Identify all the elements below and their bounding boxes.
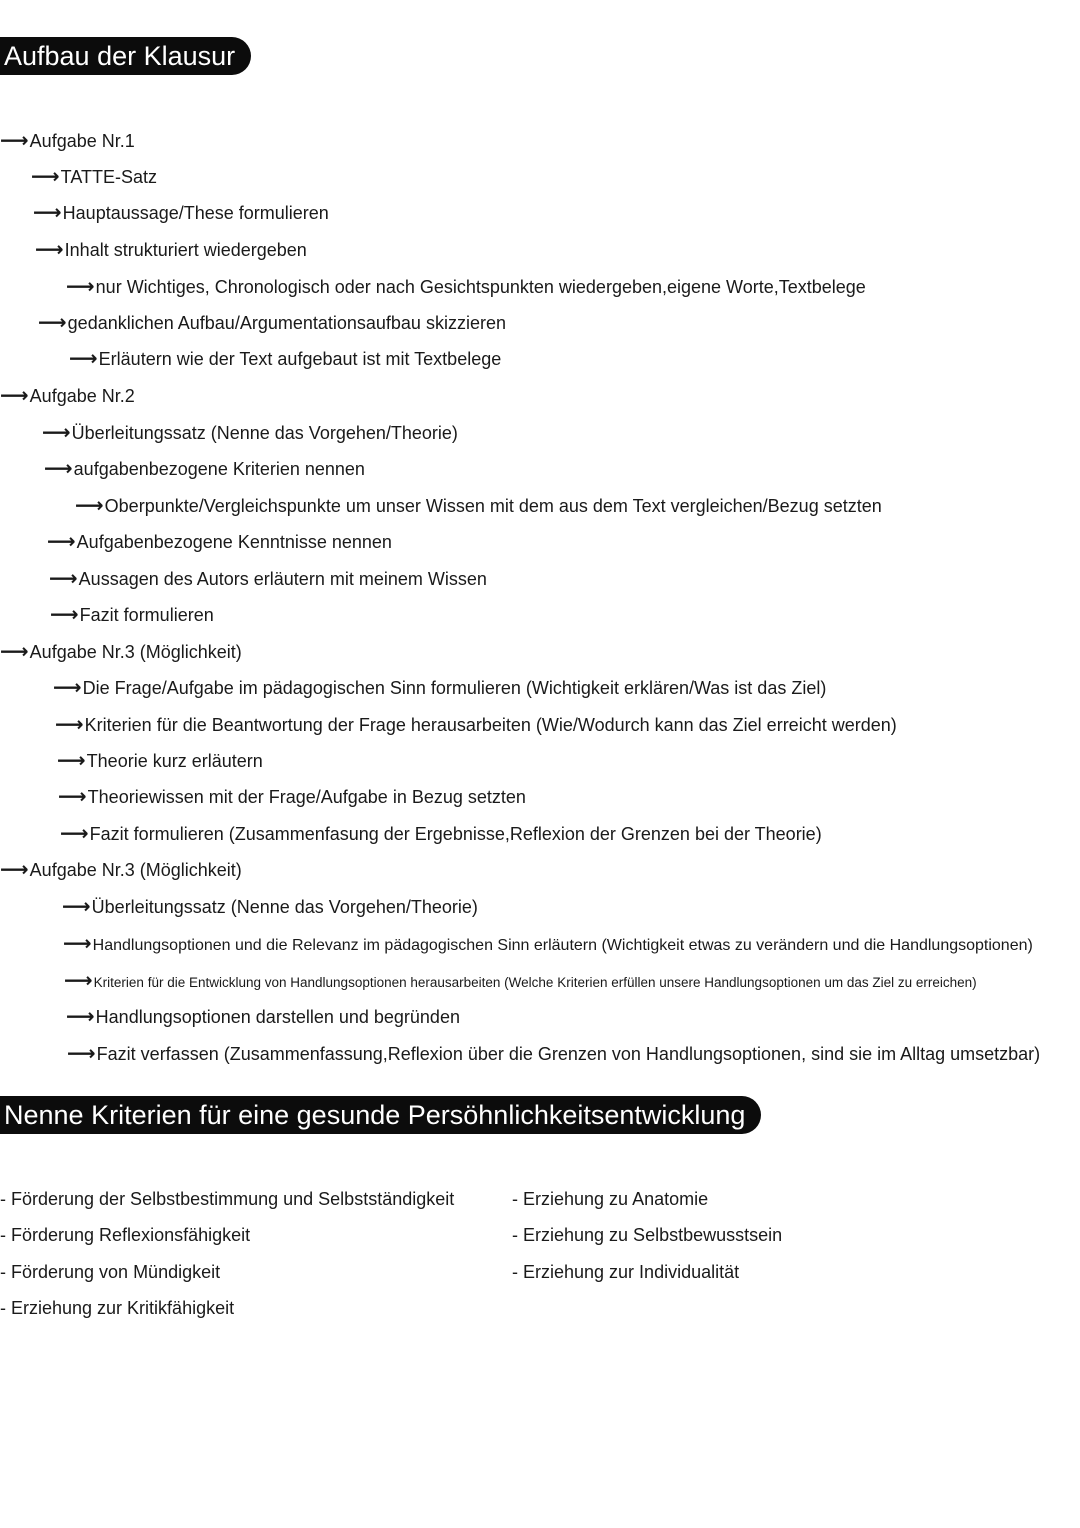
arrow-right-icon: ⟶ xyxy=(67,1043,96,1065)
list-item-text: TATTE-Satz xyxy=(60,167,158,187)
list-item-text: Inhalt strukturiert wiedergeben xyxy=(64,240,307,260)
arrow-right-icon: ⟶ xyxy=(33,202,62,224)
list-item-text: Fazit verfassen (Zusammenfassung,Reflexion über die Grenzen von Handlungsoptionen, sind sie im Alltag umsetzbar) xyxy=(96,1044,1041,1064)
list-item xyxy=(49,567,487,591)
list-item-text: Fazit formulieren xyxy=(79,605,214,625)
arrow-right-icon: ⟶ xyxy=(55,714,84,736)
list-item-text: Die Frage/Aufgabe im pädagogischen Sinn formulieren (Wichtigkeit erklären/Was ist das Ziel) xyxy=(82,678,827,698)
list-item xyxy=(75,494,882,518)
arrow-right-icon: ⟶ xyxy=(42,422,71,444)
arrow-right-icon: ⟶ xyxy=(58,786,87,808)
criteria-item: - Erziehung zur Individualität xyxy=(512,1262,740,1282)
criteria-item: - Förderung Reflexionsfähigkeit xyxy=(0,1225,251,1245)
list-item xyxy=(62,895,478,919)
arrow-right-icon: ⟶ xyxy=(0,130,29,152)
arrow-right-icon: ⟶ xyxy=(75,495,104,517)
arrow-right-icon: ⟶ xyxy=(47,531,76,553)
list-item-text: Hauptaussage/These formulieren xyxy=(62,203,329,223)
arrow-right-icon: ⟶ xyxy=(49,568,78,590)
list-item xyxy=(63,932,1033,958)
list-item-text: Handlungsoptionen und die Relevanz im pädagogischen Sinn erläutern (Wichtigkeit etwas zu verändern und die Handlungsoptionen) xyxy=(92,937,1033,954)
arrow-right-icon: ⟶ xyxy=(57,750,86,772)
list-item xyxy=(31,165,157,189)
arrow-right-icon: ⟶ xyxy=(0,859,29,881)
list-item xyxy=(0,384,135,408)
arrow-right-icon: ⟶ xyxy=(60,823,89,845)
list-item xyxy=(35,238,307,262)
list-item-text: gedanklichen Aufbau/Argumentationsaufbau skizzieren xyxy=(67,313,506,333)
criteria-item: - Erziehung zur Kritikfähigkeit xyxy=(0,1298,235,1318)
list-item-text: Aufgabe Nr.3 (Möglichkeit) xyxy=(29,642,242,662)
section-title-kriterien: Nenne Kriterien für eine gesunde Persöhnlichkeitsentwicklung xyxy=(0,1096,761,1134)
list-item xyxy=(69,347,501,371)
arrow-right-icon: ⟶ xyxy=(62,896,91,918)
list-item-text: Erläutern wie der Text aufgebaut ist mit Textbelege xyxy=(98,349,502,369)
list-item xyxy=(66,1005,460,1029)
list-item xyxy=(47,530,392,554)
list-item xyxy=(57,749,263,773)
list-item xyxy=(0,640,242,664)
list-item-text: Fazit formulieren (Zusammenfasung der Ergebnisse,Reflexion der Grenzen bei der Theorie) xyxy=(89,824,822,844)
list-item xyxy=(33,201,329,225)
list-item xyxy=(42,421,458,445)
criteria-item: - Erziehung zu Selbstbewusstsein xyxy=(512,1225,783,1245)
list-item xyxy=(66,275,866,299)
arrow-right-icon: ⟶ xyxy=(64,970,93,992)
arrow-right-icon: ⟶ xyxy=(0,385,29,407)
list-item-text: Oberpunkte/Vergleichspunkte um unser Wissen mit dem aus dem Text vergleichen/Bezug setzten xyxy=(104,496,882,516)
list-item-text: Theoriewissen mit der Frage/Aufgabe in Bezug setzten xyxy=(87,787,526,807)
list-item-text: Aufgabenbezogene Kenntnisse nennen xyxy=(76,532,392,552)
arrow-right-icon: ⟶ xyxy=(38,312,67,334)
list-item xyxy=(44,457,365,481)
arrow-right-icon: ⟶ xyxy=(53,677,82,699)
arrow-right-icon: ⟶ xyxy=(66,276,95,298)
criteria-item: - Förderung von Mündigkeit xyxy=(0,1262,221,1282)
list-item xyxy=(60,822,822,846)
list-item xyxy=(53,676,826,700)
arrow-right-icon: ⟶ xyxy=(0,641,29,663)
arrow-right-icon: ⟶ xyxy=(69,348,98,370)
list-item xyxy=(0,129,135,153)
list-item-text: Aufgabe Nr.1 xyxy=(29,131,135,151)
list-item xyxy=(58,785,526,809)
list-item-text: Aufgabe Nr.2 xyxy=(29,386,135,406)
list-item xyxy=(50,603,214,627)
arrow-right-icon: ⟶ xyxy=(35,239,64,261)
list-item-text: Theorie kurz erläutern xyxy=(86,751,263,771)
arrow-right-icon: ⟶ xyxy=(63,933,92,955)
list-item-text: Kriterien für die Entwicklung von Handlungsoptionen herausarbeiten (Welche Kriterien erfüllen unsere Handlungsoptionen um das Ziel zu erreichen) xyxy=(93,975,977,990)
list-item-text: Überleitungssatz (Nenne das Vorgehen/Theorie) xyxy=(71,423,458,443)
list-item xyxy=(55,713,897,737)
list-item-text: aufgabenbezogene Kriterien nennen xyxy=(73,459,365,479)
list-item-text: Aufgabe Nr.3 (Möglichkeit) xyxy=(29,860,242,880)
arrow-right-icon: ⟶ xyxy=(66,1006,95,1028)
list-item xyxy=(64,969,977,995)
list-item xyxy=(0,858,242,882)
list-item-text: Aussagen des Autors erläutern mit meinem Wissen xyxy=(78,569,487,589)
list-item xyxy=(67,1042,1040,1066)
arrow-right-icon: ⟶ xyxy=(50,604,79,626)
arrow-right-icon: ⟶ xyxy=(44,458,73,480)
criteria-item: - Erziehung zu Anatomie xyxy=(512,1189,709,1209)
criteria-item: - Förderung der Selbstbestimmung und Selbstständigkeit xyxy=(0,1189,455,1209)
list-item xyxy=(38,311,506,335)
list-item-text: Kriterien für die Beantwortung der Frage herausarbeiten (Wie/Wodurch kann das Ziel erreicht werden) xyxy=(84,715,897,735)
list-item-text: nur Wichtiges, Chronologisch oder nach Gesichtspunkten wiedergeben,eigene Worte,Textbelege xyxy=(95,277,866,297)
arrow-right-icon: ⟶ xyxy=(31,166,60,188)
list-item-text: Handlungsoptionen darstellen und begründen xyxy=(95,1007,460,1027)
list-item-text: Überleitungssatz (Nenne das Vorgehen/Theorie) xyxy=(91,897,478,917)
section-title-klausur: Aufbau der Klausur xyxy=(0,37,251,75)
